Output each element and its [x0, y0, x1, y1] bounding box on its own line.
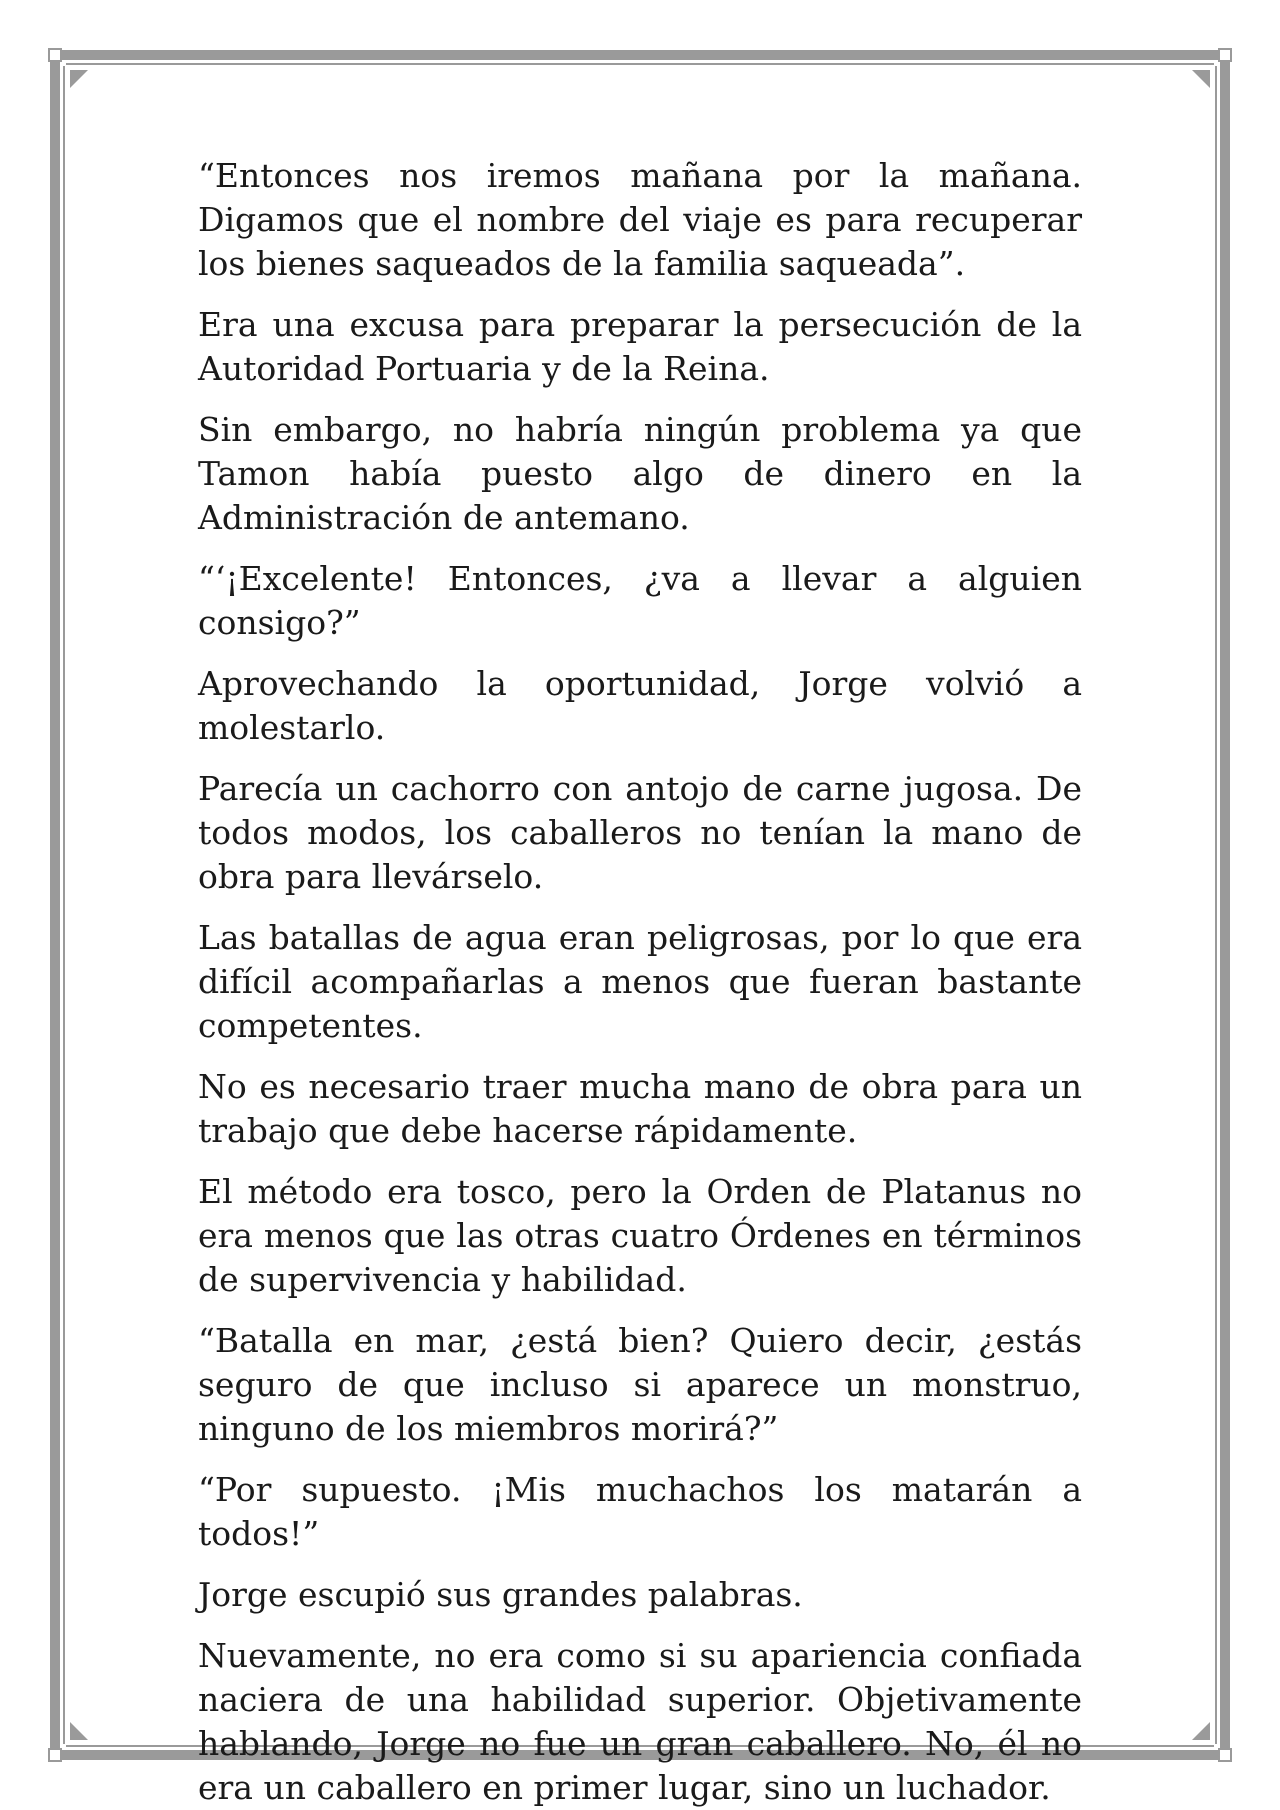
paragraph: El método era tosco, pero la Orden de Platanus no era menos que las otras cuatro Órdenes en términos de supervivencia y habilidad. — [198, 1172, 1082, 1299]
frame-inner-line-left — [63, 66, 65, 1744]
frame-corner-bottom-left — [48, 1748, 62, 1762]
corner-ornament-top-right — [1192, 70, 1210, 88]
frame-border-top — [58, 50, 1222, 60]
corner-ornament-bottom-left — [70, 1722, 88, 1740]
paragraph: “Batalla en mar, ¿está bien? Quiero decir, ¿estás seguro de que incluso si aparece un monstruo, ninguno de los miembros morirá?” — [198, 1321, 1082, 1448]
frame-corner-top-right — [1218, 48, 1232, 62]
frame-border-right — [1220, 58, 1230, 1752]
paragraph: “Por supuesto. ¡Mis muchachos los matarán a todos!” — [198, 1470, 1082, 1553]
frame-corner-top-left — [48, 48, 62, 62]
body-text — [198, 154, 1082, 1810]
paragraph: “‘¡Excelente! Entonces, ¿va a llevar a alguien consigo?” — [198, 559, 1082, 642]
corner-ornament-top-left — [70, 70, 88, 88]
frame-inner-line-top — [66, 63, 1214, 65]
paragraph: Parecía un cachorro con antojo de carne jugosa. De todos modos, los caballeros no tenían la mano de obra para llevárselo. — [198, 769, 1082, 896]
paragraph: Aprovechando la oportunidad, Jorge volvió a molestarlo. — [198, 664, 1082, 747]
frame-border-left — [50, 58, 60, 1752]
frame-corner-bottom-right — [1218, 1748, 1232, 1762]
corner-ornament-bottom-right — [1192, 1722, 1210, 1740]
paragraph: “Entonces nos iremos mañana por la mañana. Digamos que el nombre del viaje es para recuperar los bienes saqueados de la familia saqueada”. — [198, 156, 1082, 283]
frame-inner-line-right — [1215, 66, 1217, 1744]
paragraph: No es necesario traer mucha mano de obra para un trabajo que debe hacerse rápidamente. — [198, 1067, 1082, 1150]
paragraph: Jorge escupió sus grandes palabras. — [198, 1575, 803, 1614]
paragraph: Era una excusa para preparar la persecución de la Autoridad Portuaria y de la Reina. — [198, 305, 1082, 388]
paragraph: Nuevamente, no era como si su apariencia confiada naciera de una habilidad superior. Objetivamente hablando, Jorge no fue un gran caballero. No, él no era un caballero en primer lugar, sino un luchador. — [198, 1636, 1082, 1807]
paragraph: Sin embargo, no habría ningún problema ya que Tamon había puesto algo de dinero en la Administración de antemano. — [198, 410, 1082, 537]
paragraph: Las batallas de agua eran peligrosas, por lo que era difícil acompañarlas a menos que fueran bastante competentes. — [198, 918, 1082, 1045]
